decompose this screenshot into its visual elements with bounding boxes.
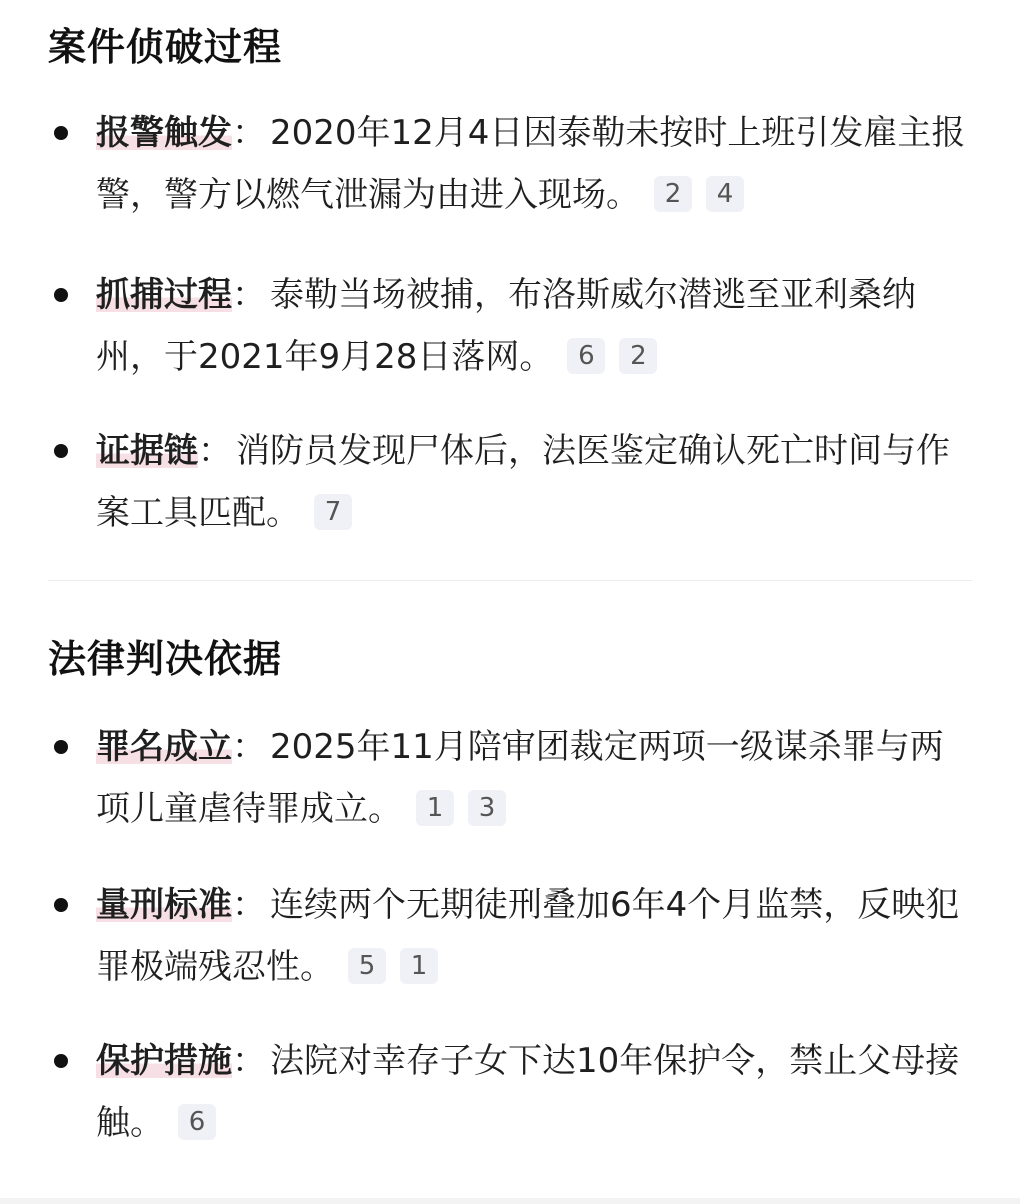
- item-colon: ：: [232, 1041, 266, 1081]
- item-text: 消防员发现尸体后，法医鉴定确认死亡时间与作案工具匹配。: [96, 431, 950, 533]
- section-title: 案件侦破过程: [48, 25, 283, 69]
- citation-badge[interactable]: 2: [619, 338, 657, 374]
- item-term: 抓捕过程: [96, 275, 232, 315]
- section-verdict: [48, 634, 972, 1143]
- citation-badge[interactable]: 6: [567, 338, 605, 374]
- item-term: 保护措施: [96, 1041, 232, 1081]
- item-text: 法院对幸存子女下达10年保护令，禁止父母接触。: [96, 1041, 960, 1143]
- item-text: 2025年11月陪审团裁定两项一级谋杀罪与两项儿童虐待罪成立。: [96, 727, 944, 829]
- section-investigation: [48, 22, 972, 533]
- section-divider: [48, 580, 972, 581]
- list-item: [48, 874, 972, 998]
- bullet-icon: [54, 126, 68, 140]
- citation-badge[interactable]: 7: [314, 494, 352, 530]
- bullet-icon: [54, 898, 68, 912]
- citation-badge[interactable]: 1: [400, 948, 438, 984]
- item-body: [48, 420, 972, 544]
- item-term: 报警触发: [96, 113, 232, 153]
- citation-badge[interactable]: 1: [416, 790, 454, 826]
- bullet-icon: [54, 740, 68, 754]
- item-colon: ：: [232, 885, 266, 925]
- list-item: [48, 102, 972, 226]
- item-text: 2020年12月4日因泰勒未按时上班引发雇主报警，警方以燃气泄漏为由进入现场。: [96, 113, 966, 215]
- citation-badge[interactable]: 4: [706, 176, 744, 212]
- item-term: 量刑标准: [96, 885, 232, 925]
- citation-badge[interactable]: 5: [348, 948, 386, 984]
- item-text: 泰勒当场被捕，布洛斯威尔潜逃至亚利桑纳州，于2021年9月28日落网。: [96, 275, 916, 377]
- footer-strip: [0, 1198, 1020, 1204]
- bullet-icon: [54, 288, 68, 302]
- list-item: [48, 420, 972, 544]
- item-body: [48, 874, 972, 998]
- item-term: 证据链: [96, 431, 198, 471]
- citation-badge[interactable]: 2: [654, 176, 692, 212]
- section-title: 法律判决依据: [48, 637, 283, 681]
- citation-badge[interactable]: 6: [178, 1104, 216, 1140]
- bullet-icon: [54, 1054, 68, 1068]
- item-term: 罪名成立: [96, 727, 232, 767]
- list-item: [48, 1030, 972, 1154]
- item-colon: ：: [232, 275, 266, 315]
- item-colon: ：: [232, 727, 266, 767]
- item-body: [48, 102, 972, 226]
- item-colon: ：: [198, 431, 232, 471]
- list-item: [48, 716, 972, 840]
- list-item: [48, 264, 972, 388]
- bullet-icon: [54, 444, 68, 458]
- citation-badge[interactable]: 3: [468, 790, 506, 826]
- item-body: [48, 716, 972, 840]
- item-body: [48, 1030, 972, 1154]
- item-colon: ：: [232, 113, 266, 153]
- item-body: [48, 264, 972, 388]
- item-text: 连续两个无期徒刑叠加6年4个月监禁，反映犯罪极端残忍性。: [96, 885, 960, 987]
